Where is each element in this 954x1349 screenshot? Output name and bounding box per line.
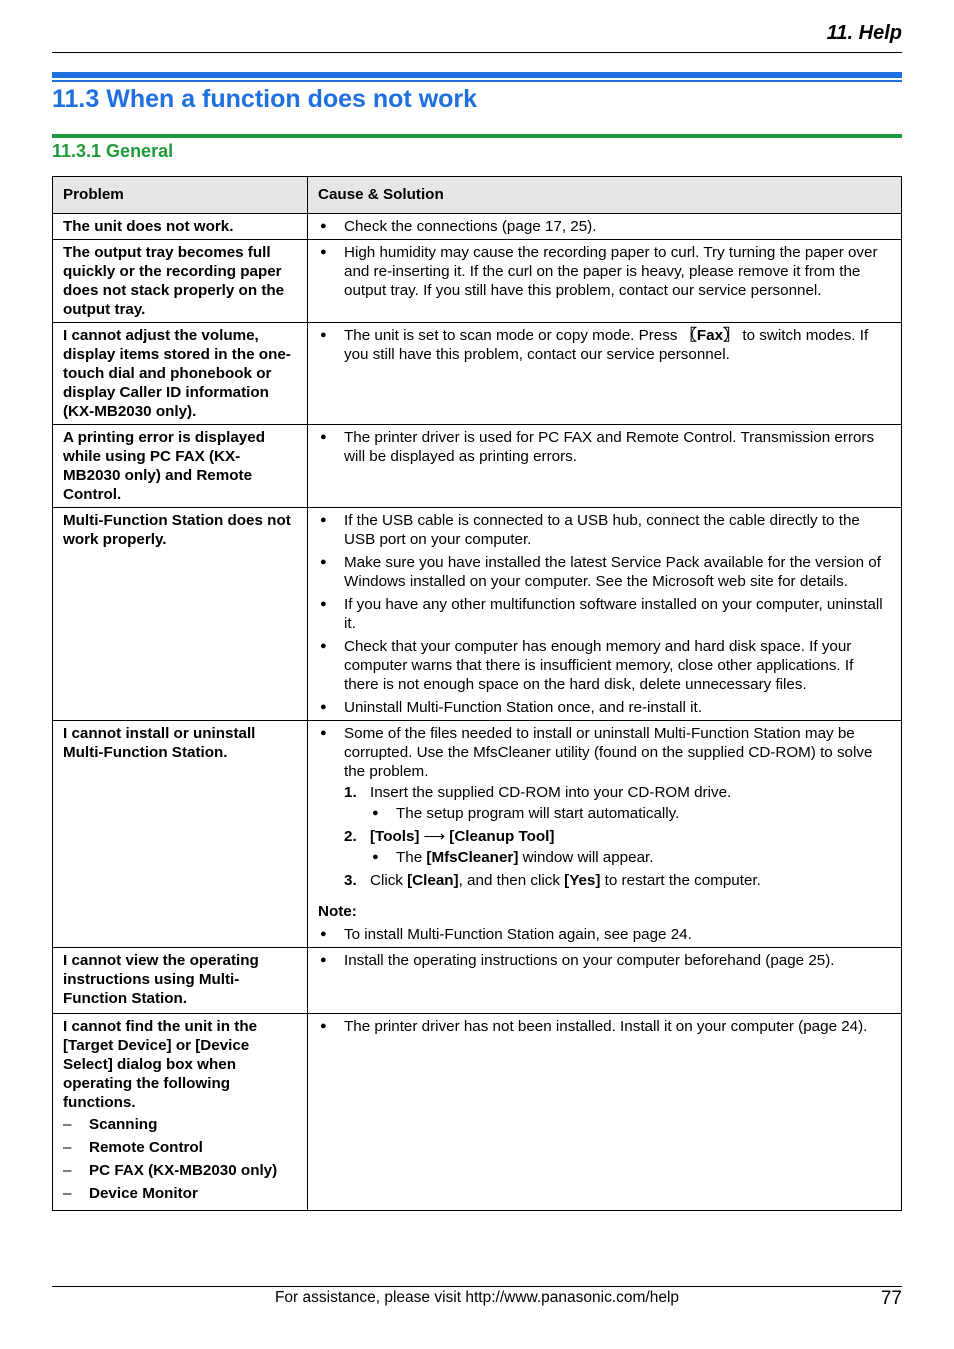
solution-item: ● If you have any other multifunction software installed on your computer, uninstall it. — [318, 595, 891, 633]
table-row — [53, 240, 902, 323]
fax-key-label: Fax — [696, 327, 724, 344]
table-row — [53, 508, 902, 721]
solution-cell — [308, 323, 902, 425]
subsection-title: 11.3.1 General — [52, 141, 174, 161]
function-item: – Device Monitor — [63, 1184, 297, 1203]
solution-item: ● Some of the files needed to install or uninstall Multi-Function Station may be corrupted. Use the MfsCleaner utility (found on the supplied CD-ROM) to solve the problem. — [318, 724, 891, 781]
problem-cell — [53, 1014, 308, 1211]
solution-item: ● Check the connections (page 17, 25). — [318, 217, 891, 236]
problem-text: I cannot find the unit in the [Target Device] or [Device Select] dialog box when operating the following functions. — [63, 1018, 258, 1111]
arrow-right-icon: ⟶ — [423, 828, 446, 845]
table-row — [53, 214, 902, 240]
step-number: 3. — [344, 872, 357, 889]
solution-item: ● Install the operating instructions on your computer beforehand (page 25). — [318, 951, 891, 970]
solution-cell — [308, 214, 902, 240]
function-item: – Remote Control — [63, 1138, 297, 1157]
solution-item: ● The printer driver has not been installed. Install it on your computer (page 24). — [318, 1017, 891, 1036]
step-number: 1. — [344, 784, 357, 801]
function-item: – PC FAX (KX-MB2030 only) — [63, 1161, 297, 1180]
solution-item: ● Uninstall Multi-Function Station once, and re-install it. — [318, 698, 891, 717]
solution-item: ● Check that your computer has enough memory and hard disk space. If your computer warns that there is insufficient memory, close other applications. If there is not enough space on the hard disk, delete unnecessary files. — [318, 637, 891, 694]
section-title: 11.3 When a function does not work — [52, 85, 478, 113]
problem-cell: The output tray becomes full quickly or the recording paper does not stack properly on the output tray. — [53, 240, 308, 323]
table-row — [53, 948, 902, 1014]
solution-cell — [308, 425, 902, 508]
subsection-bar — [52, 134, 902, 138]
cleanup-steps — [318, 783, 891, 890]
table-header-row — [53, 177, 902, 214]
solution-item: ● Make sure you have installed the latest Service Pack available for the version of Windows installed on your computer. See the Microsoft web site for details. — [318, 553, 891, 591]
step-item: 3. Click [Clean], and then click [Yes] to restart the computer. — [344, 872, 761, 889]
solution-text: The unit is set to scan mode or copy mode. Press — [344, 327, 682, 344]
column-header-problem: Problem — [53, 177, 308, 214]
table-row — [53, 323, 902, 425]
chapter-header: 11. Help — [826, 22, 902, 44]
function-list — [63, 1115, 297, 1203]
section-bar — [52, 72, 902, 78]
table-row — [53, 721, 902, 948]
header-rule — [52, 52, 902, 53]
solution-cell — [308, 721, 902, 948]
solution-cell — [308, 1014, 902, 1211]
step-item — [344, 783, 891, 823]
section-bar-thin — [52, 80, 902, 82]
problem-cell: Multi-Function Station does not work properly. — [53, 508, 308, 721]
note-label: Note: — [318, 903, 357, 920]
solution-cell — [308, 508, 902, 721]
solution-item: ● High humidity may cause the recording paper to curl. Try turning the paper over and re-inserting it. If the curl on the paper is heavy, please remove it from the output tray. If you still have this problem, contact our service personnel. — [318, 243, 891, 300]
solution-item: ● If the USB cable is connected to a USB hub, connect the cable directly to the USB port on your computer. — [318, 511, 891, 549]
yes-label: [Yes] — [564, 872, 601, 889]
solution-item: ● The unit is set to scan mode or copy mode. Press 〖Fax〗 to switch modes. If you still have this problem, contact our service personnel. — [318, 326, 891, 364]
solution-cell — [308, 240, 902, 323]
step-subitem: ● The setup program will start automatically. — [370, 804, 891, 823]
menu-cleanup-tool: [Cleanup Tool] — [449, 828, 555, 845]
step-text: Insert the supplied CD-ROM into your CD-ROM drive. — [370, 784, 732, 801]
page-number: 77 — [880, 1288, 902, 1309]
solution-text: to switch modes. If you still have this problem, contact our service personnel. — [344, 327, 869, 363]
step-number: 2. — [344, 828, 357, 845]
problem-cell: I cannot install or uninstall Multi-Function Station. — [53, 721, 308, 948]
step-subitem: ● The [MfsCleaner] window will appear. — [370, 848, 891, 867]
menu-tools: [Tools] — [370, 828, 420, 845]
function-item: – Scanning — [63, 1115, 297, 1134]
table-row — [53, 425, 902, 508]
solution-cell — [308, 948, 902, 1014]
troubleshooting-table — [52, 176, 902, 1211]
step-item — [344, 827, 891, 867]
problem-cell: I cannot adjust the volume, display items stored in the one-touch dial and phonebook or display Caller ID information (KX-MB2030 only). — [53, 323, 308, 425]
column-header-solution: Cause & Solution — [308, 177, 902, 214]
footer-text: For assistance, please visit http://www.panasonic.com/help — [274, 1289, 680, 1306]
problem-cell: I cannot view the operating instructions using Multi-Function Station. — [53, 948, 308, 1014]
problem-cell: A printing error is displayed while using PC FAX (KX-MB2030 only) and Remote Control. — [53, 425, 308, 508]
clean-label: [Clean] — [407, 872, 459, 889]
table-row — [53, 1014, 902, 1211]
note-item: ● To install Multi-Function Station again, see page 24. — [318, 925, 891, 944]
problem-cell: The unit does not work. — [53, 214, 308, 240]
footer-rule — [52, 1286, 902, 1287]
solution-item: ● The printer driver is used for PC FAX and Remote Control. Transmission errors will be displayed as printing errors. — [318, 428, 891, 466]
